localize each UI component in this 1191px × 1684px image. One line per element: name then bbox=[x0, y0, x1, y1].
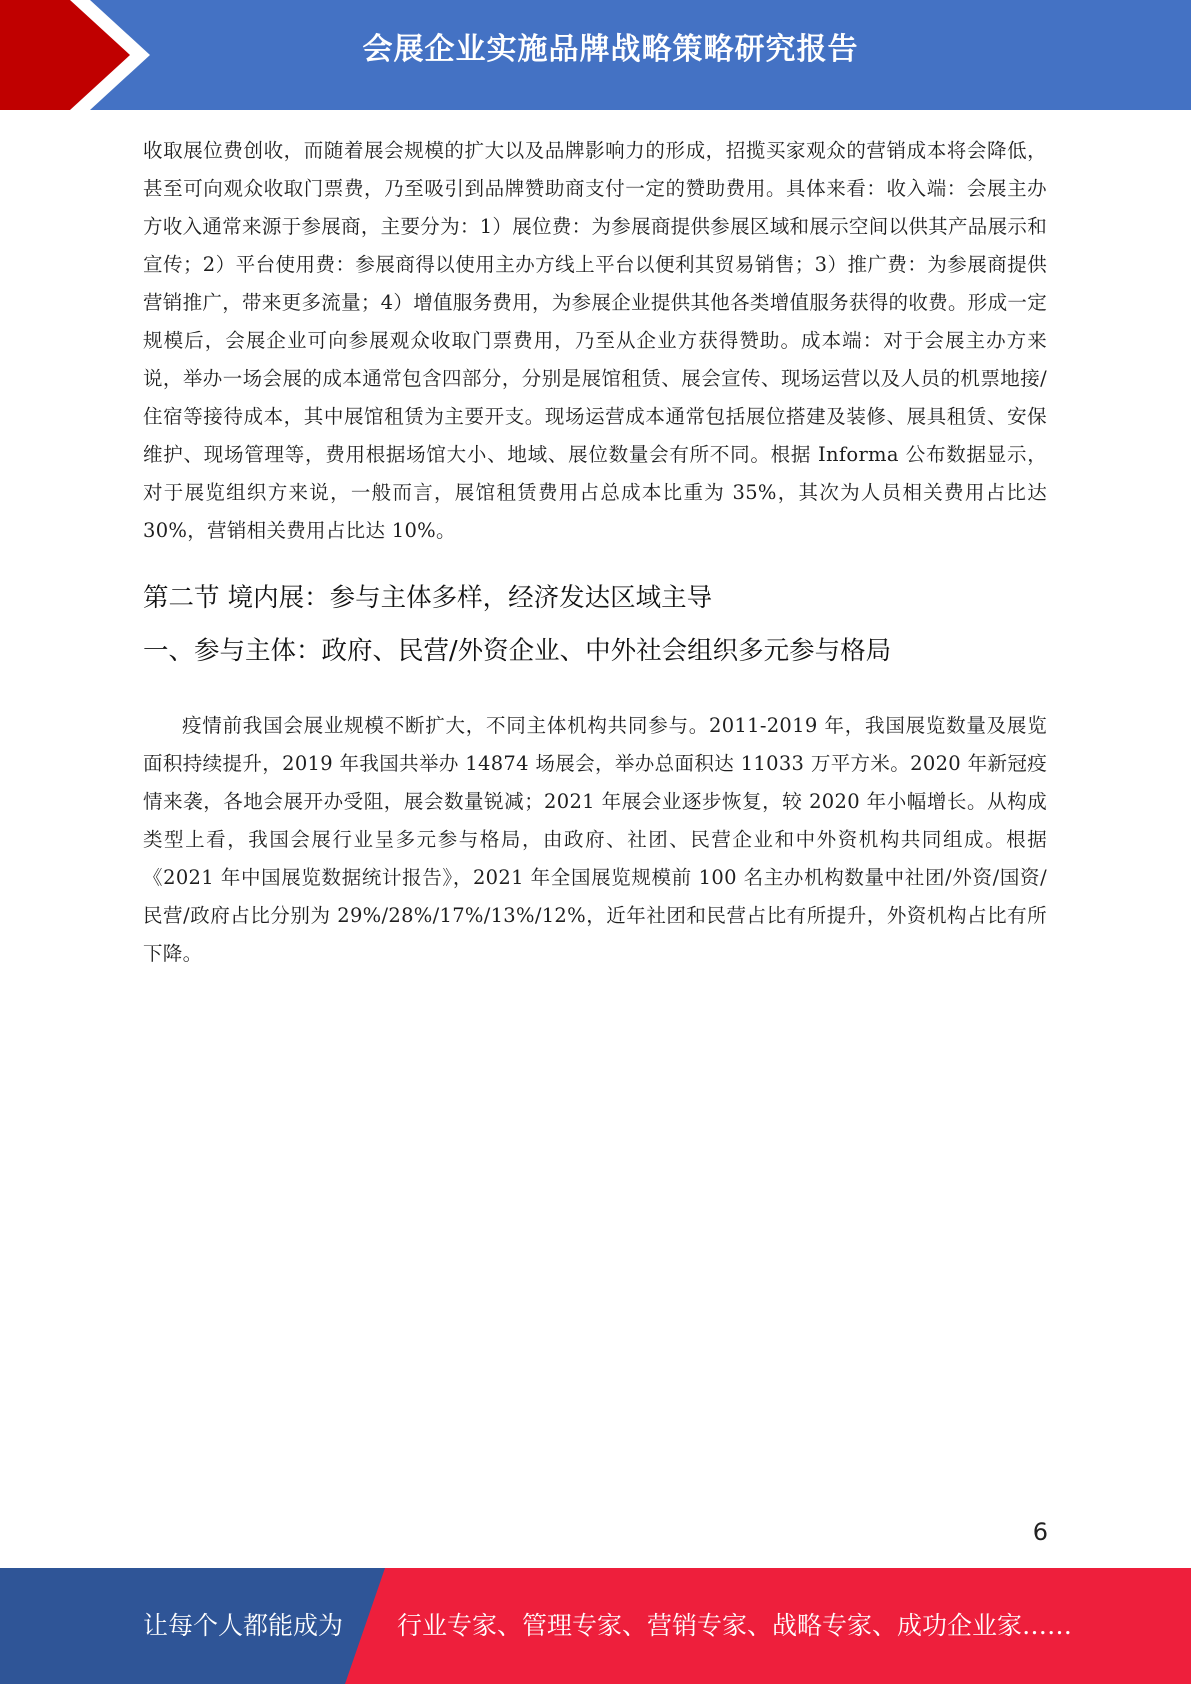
subsection-heading: 一、参与主体：政府、民营/外资企业、中外社会组织多元参与格局 bbox=[143, 636, 892, 666]
paragraph-revenue-cost: 收取展位费创收，而随着展会规模的扩大以及品牌影响力的形成，招揽买家观众的营销成本将会降低，甚至可向观众收取门票费，乃至吸引到品牌赞助商支付一定的赞助费用。具体来看：收入端：会展主办方收入通常来源于参展商，主要分为：1）展位费：为参展商提供参展区域和展示空间以供其产品展示和宣传；2）平台使用费：参展商得以使用主办方线上平台以便利其贸易销售；3）推广费：为参展商提供营销推广，带来更多流量；4）增值服务费用，为参展企业提供其他各类增值服务获得的收费。形成一定规模后，会展企业可向参展观众收取门票费用，乃至从企业方获得赞助。成本端：对于会展主办方来说，举办一场会展的成本通常包含四部分，分别是展馆租赁、展会宣传、现场运营以及人员的机票地接/住宿等接待成本，其中展馆租赁为主要开支。现场运营成本通常包括展位搭建及装修、展具租赁、安保维护、现场管理等，费用根据场馆大小、地域、展位数量会有所不同。根据 Informa 公布数据显示，对于展览组织方来说，一般而言，展馆租赁费用占总成本比重为 35%，其次为人员相关费用占比达 30%，营销相关费用占比达 10%。 bbox=[143, 139, 1047, 542]
footer-slogan-right: 行业专家、管理专家、营销专家、战略专家、成功企业家…… bbox=[397, 1611, 1073, 1640]
main-content bbox=[143, 132, 1047, 973]
header-title: 会展企业实施品牌战略策略研究报告 bbox=[362, 32, 859, 67]
page-number: 6 bbox=[1032, 1518, 1048, 1546]
page-footer bbox=[0, 1568, 1191, 1684]
page-header bbox=[0, 0, 1191, 110]
section-heading: 第二节 境内展：参与主体多样，经济发达区域主导 bbox=[143, 583, 713, 613]
footer-slogan-left: 让每个人都能成为 bbox=[143, 1611, 344, 1640]
paragraph-participants: 疫情前我国会展业规模不断扩大，不同主体机构共同参与。2011-2019 年，我国展览数量及展览面积持续提升，2019 年我国共举办 14874 场展会，举办总面积达 11033 万平方米。2020 年新冠疫情来袭，各地会展开办受阻，展会数量锐减；2021 年展会业逐步恢复，较 2020 年小幅增长。从构成类型上看，我国会展行业呈多元参与格局，由政府、社团、民营企业和中外资机构共同组成。根据《2021 年中国展览数据统计报告》，2021 年全国展览规模前 100 名主办机构数量中社团/外资/国资/民营/政府占比分别为 29%/28%/17%/13%/12%，近年社团和民营占比有所提升，外资机构占比有所下降。 bbox=[143, 714, 1047, 965]
